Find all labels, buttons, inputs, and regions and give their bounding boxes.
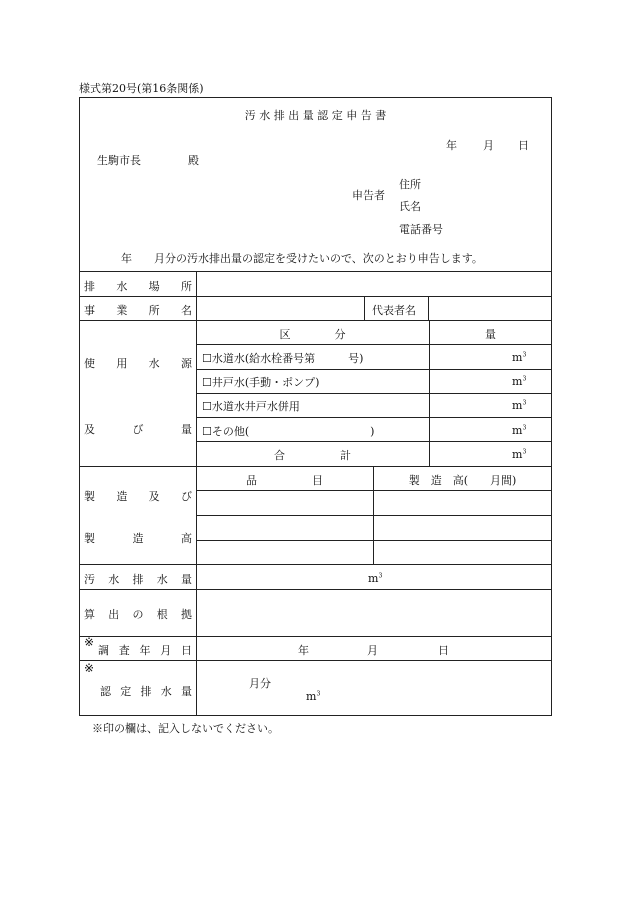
amount-header: 量 [485, 328, 496, 341]
source-unit: $m^3$ [512, 375, 527, 388]
survey-mark: ※ [84, 635, 95, 649]
rule [196, 393, 552, 394]
representative-label: 代表者名 [372, 304, 416, 317]
addressee-name: 生駒市長 [97, 154, 141, 167]
water-source-label-1: 使 用 水 源 [84, 357, 192, 370]
certified-mark: ※ [84, 661, 95, 675]
source-row-other [202, 423, 374, 439]
intro-text: 月分の汚水排出量の認定を受けたいので、次のとおり申告します。 [154, 252, 483, 265]
rule [196, 490, 552, 491]
source-unit: $m^3$ [512, 351, 527, 364]
source-row-tap [202, 350, 363, 366]
wastewater-unit: $m^3$ [368, 572, 383, 585]
certified-unit: $m^3$ [306, 690, 321, 703]
output-header: 製 造 高( 月間) [408, 474, 517, 487]
rule [79, 466, 552, 467]
date-year-label: 年 [446, 139, 457, 152]
checkbox-icon[interactable]: ☐ [202, 400, 212, 413]
footnote: ※印の欄は、記入しないでください。 [92, 722, 279, 735]
rule [79, 636, 552, 637]
source-row-combined [202, 398, 300, 414]
date-day-label: 日 [518, 139, 529, 152]
manufacture-label-2: 製 造 高 [84, 532, 192, 545]
certified-label: 認 定 排 水 量 [100, 685, 192, 698]
survey-year-label: 年 [298, 644, 309, 657]
certified-month-label: 月分 [249, 677, 271, 690]
rule [79, 660, 552, 661]
source-label: 井戸水(手動・ポンプ) [211, 376, 320, 389]
checkbox-icon[interactable]: ☐ [202, 352, 212, 365]
source-row-well [202, 374, 319, 390]
rule [196, 515, 552, 516]
source-label: 水道水(給水栓番号第 号) [211, 352, 364, 365]
total-label: 合 計 [274, 449, 351, 462]
basis-label: 算 出 の 根 拠 [84, 608, 192, 621]
applicant-address-label: 住所 [399, 178, 421, 191]
form-title: 汚 水 排 出 量 認 定 申 告 書 [244, 109, 387, 122]
survey-date-label: 調 査 年 月 日 [98, 644, 192, 657]
manufacture-label-1: 製 造 及 び [84, 490, 192, 503]
source-label: 水道水井戸水併用 [211, 400, 300, 413]
form-number: 様式第20号(第16条関係) [79, 82, 204, 95]
checkbox-icon[interactable]: ☐ [202, 425, 212, 438]
applicant-label: 申告者 [352, 189, 385, 202]
rule [364, 296, 365, 320]
drain-place-label: 排 水 場 所 [84, 280, 192, 293]
checkbox-icon[interactable]: ☐ [202, 376, 212, 389]
wastewater-label: 汚 水 排 水 量 [84, 573, 192, 586]
rule [79, 564, 552, 565]
source-unit: $m^3$ [512, 424, 527, 437]
rule [196, 344, 552, 345]
rule [428, 296, 429, 320]
rule [196, 417, 552, 418]
category-header: 区 分 [279, 328, 346, 341]
survey-month-label: 月 [367, 644, 378, 657]
source-label: その他( ) [211, 425, 375, 438]
date-month-label: 月 [483, 139, 494, 152]
applicant-phone-label: 電話番号 [399, 223, 443, 236]
survey-day-label: 日 [438, 644, 449, 657]
rule [79, 271, 552, 272]
rule [79, 320, 552, 321]
intro-year-label: 年 [121, 252, 132, 265]
water-source-label-2: 及 び 量 [84, 423, 192, 436]
addressee-honorific: 殿 [188, 154, 199, 167]
total-unit: $m^3$ [512, 448, 527, 461]
form-frame [79, 97, 552, 716]
rule [79, 589, 552, 590]
applicant-name-label: 氏名 [399, 200, 421, 213]
office-name-label: 事 業 所 名 [84, 304, 192, 317]
source-unit: $m^3$ [512, 399, 527, 412]
rule [196, 540, 552, 541]
rule [79, 296, 552, 297]
rule [196, 369, 552, 370]
item-header: 品 目 [246, 474, 323, 487]
rule [196, 441, 552, 442]
